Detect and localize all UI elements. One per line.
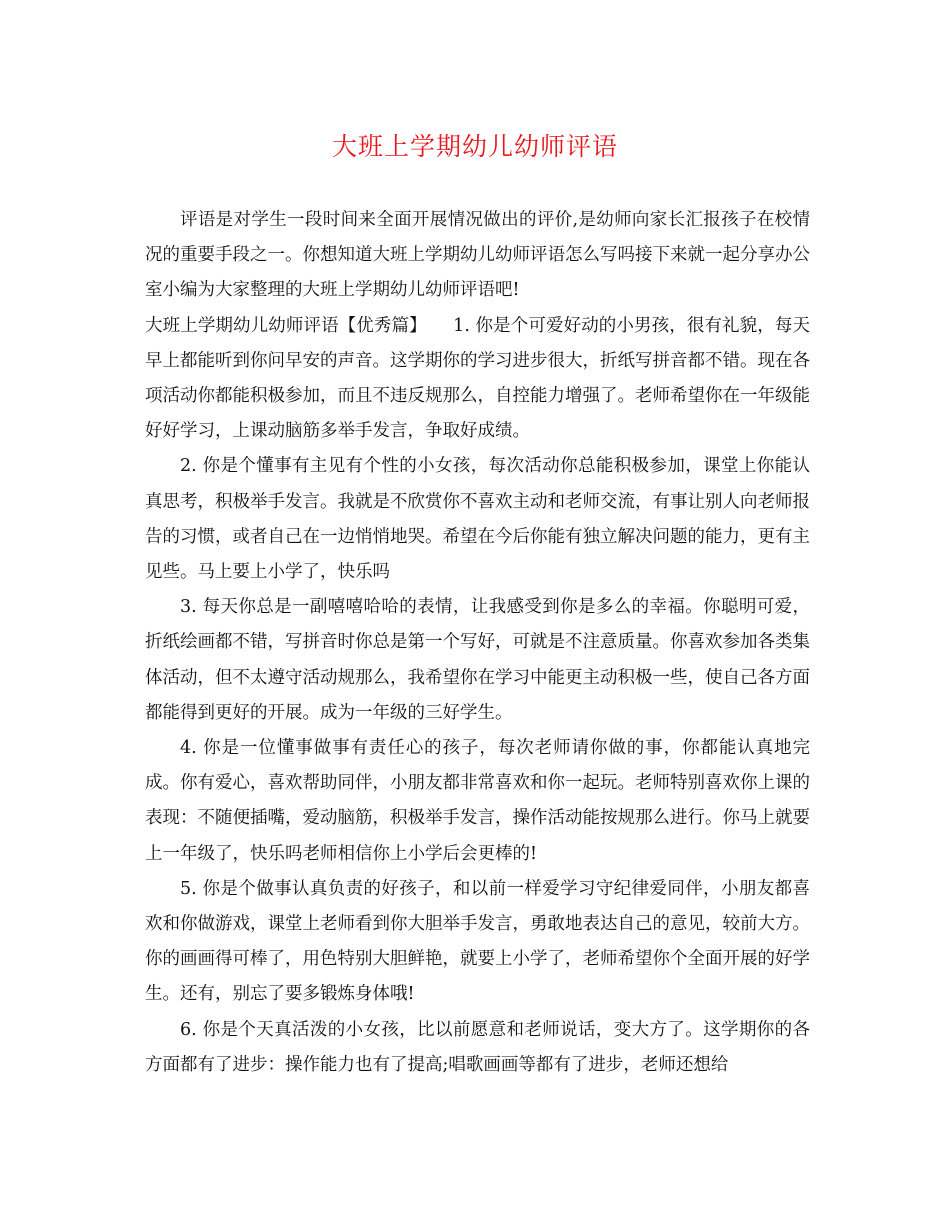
intro-paragraph: 评语是对学生一段时间来全面开展情况做出的评价,是幼师向家长汇报孩子在校情况的重要手段之一。你想知道大班上学期幼儿幼师评语怎么写吗接下来就一起分享办公室小编为大家整理的大班上学期幼儿幼师评语吧! [145,210,810,301]
comment-paragraph-5: 5. 你是个做事认真负责的好孩子，和以前一样爱学习守纪律爱同伴，小朋友都喜欢和你做游戏，课堂上老师看到你大胆举手发言，勇敢地表达自己的意见，较前大方。你的画画得可棒了，用色特别大胆鲜艳，就要上小学了，老师希望你个全面开展的好学生。还有，别忘了要多锻炼身体哦! [145,878,810,1005]
document-title: 大班上学期幼儿幼师评语 [331,132,618,161]
comment-paragraph-1: 大班上学期幼儿幼师评语【优秀篇】 1. 你是个可爱好动的小男孩，很有礼貌，每天早上都能听到你问早安的声音。这学期你的学习进步很大，折纸写拼音都不错。现在各项活动你都能积极参加，而且不违反规那么，自控能力增强了。老师希望你在一年级能好好学习，上课动脑筋多举手发言，争取好成绩。 [145,315,810,442]
comment-paragraph-3: 3. 每天你总是一副嘻嘻哈哈的表情，让我感受到你是多么的幸福。你聪明可爱，折纸绘画都不错，写拼音时你总是第一个写好，可就是不注意质量。你喜欢参加各类集体活动，但不太遵守活动规那么，我希望你在学习中能更主动积极一些，使自己各方面都能得到更好的开展。成为一年级的三好学生。 [145,597,810,723]
comment-paragraph-6: 6. 你是个天真活泼的小女孩，比以前愿意和老师说话，变大方了。这学期你的各方面都有了进步：操作能力也有了提高;唱歌画画等都有了进步，老师还想给 [145,1019,810,1075]
comment-paragraph-2: 2. 你是个懂事有主见有个性的小女孩，每次活动你总能积极参加，课堂上你能认真思考，积极举手发言。我就是不欣赏你不喜欢主动和老师交流，有事让别人向老师报告的习惯，或者自己在一边悄悄地哭。希望在今后你能有独立解决问题的能力，更有主见些。马上要上小学了，快乐吗 [145,456,810,583]
comment-paragraph-4: 4. 你是一位懂事做事有责任心的孩子，每次老师请你做的事，你都能认真地完成。你有爱心，喜欢帮助同伴，小朋友都非常喜欢和你一起玩。老师特别喜欢你上课的表现：不随便插嘴，爱动脑筋，积极举手发言，操作活动能按规那么进行。你马上就要上一年级了，快乐吗老师相信你上小学后会更棒的! [145,738,810,864]
document-body [145,203,810,1083]
